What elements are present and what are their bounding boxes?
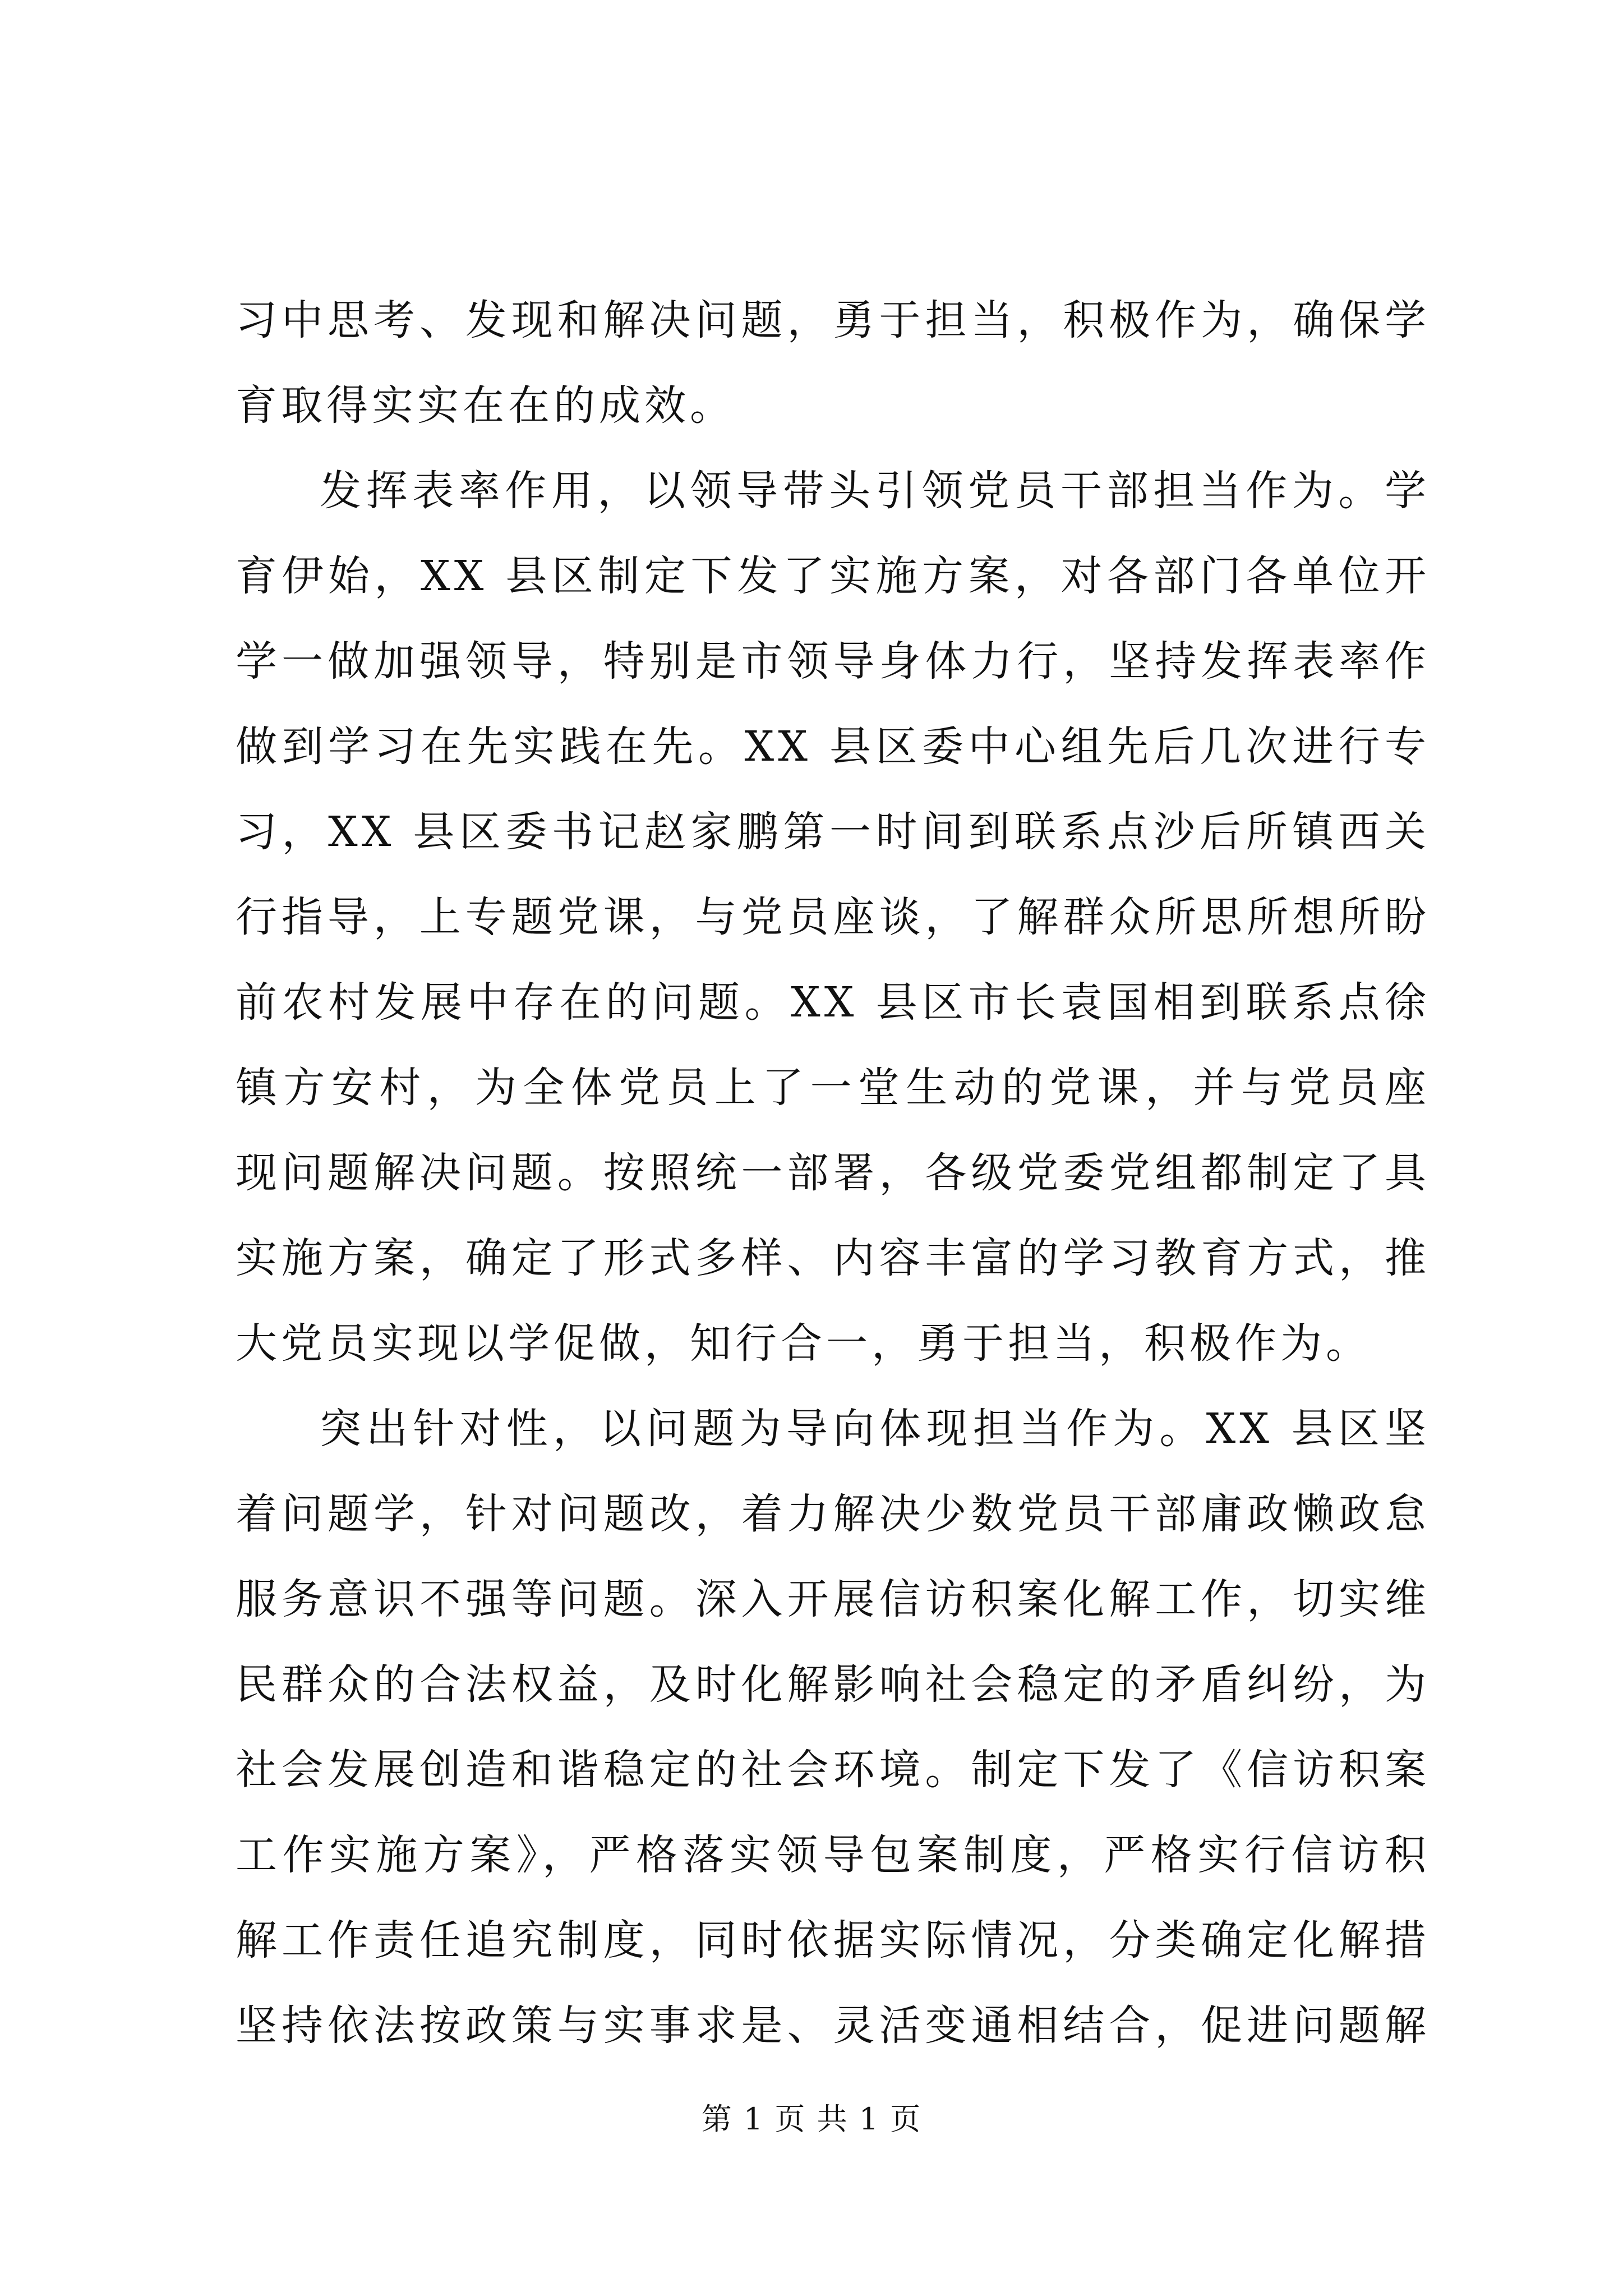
text-line: 习中思考、发现和解决问题，勇于担当，积极作为，确保学 bbox=[236, 296, 1430, 344]
text-line: 解工作责任追究制度，同时依据实际情况，分类确定化解措 bbox=[236, 1916, 1430, 1964]
text-line: 着问题学，针对问题改，着力解决少数党员干部庸政懒政怠 bbox=[236, 1490, 1430, 1538]
text-line: 突出针对性，以问题为导向体现担当作为。XX 县区坚 bbox=[320, 1405, 1430, 1453]
text-line: 工作实施方案》，严格落实领导包案制度，严格实行信访积 bbox=[236, 1831, 1430, 1879]
paragraph-2 bbox=[236, 448, 1430, 1386]
text-line: 前农村发展中存在的问题。XX 县区市长袁国相到联系点徐 bbox=[236, 978, 1430, 1027]
text-line: 镇方安村，为全体党员上了一堂生动的党课，并与党员座 bbox=[236, 1064, 1430, 1112]
text-line: 坚持依法按政策与实事求是、灵活变通相结合，促进问题解 bbox=[236, 2001, 1430, 2050]
text-line: 民群众的合法权益，及时化解影响社会稳定的矛盾纠纷，为 bbox=[236, 1660, 1430, 1709]
text-line: 习，XX 县区委书记赵家鹏第一时间到联系点沙后所镇西关 bbox=[236, 808, 1430, 856]
text-line: 发挥表率作用，以领导带头引领党员干部担当作为。学 bbox=[320, 467, 1430, 515]
text-line: 育伊始，XX 县区制定下发了实施方案，对各部门各单位开 bbox=[236, 552, 1430, 600]
text-line: 服务意识不强等问题。深入开展信访积案化解工作，切实维 bbox=[236, 1575, 1430, 1623]
paragraph-1 bbox=[236, 278, 1430, 448]
text-line: 学一做加强领导，特别是市领导身体力行，坚持发挥表率作 bbox=[236, 637, 1430, 685]
document-body bbox=[236, 278, 1430, 2068]
paragraph-3 bbox=[236, 1386, 1430, 2068]
text-line: 实施方案，确定了形式多样、内容丰富的学习教育方式，推 bbox=[236, 1234, 1430, 1282]
text-line: 社会发展创造和谐稳定的社会环境。制定下发了《信访积案 bbox=[236, 1746, 1430, 1794]
text-line: 行指导，上专题党课，与党员座谈，了解群众所思所想所盼 bbox=[236, 893, 1430, 941]
text-line: 大党员实现以学促做，知行合一，勇于担当，积极作为。 bbox=[236, 1319, 1371, 1368]
page-footer: 第 1 页 共 1 页 bbox=[701, 2101, 922, 2137]
text-line: 现问题解决问题。按照统一部署，各级党委党组都制定了具 bbox=[236, 1149, 1430, 1197]
text-line: 育取得实实在在的成效。 bbox=[236, 381, 735, 430]
text-line: 做到学习在先实践在先。XX 县区委中心组先后几次进行专 bbox=[236, 723, 1430, 771]
